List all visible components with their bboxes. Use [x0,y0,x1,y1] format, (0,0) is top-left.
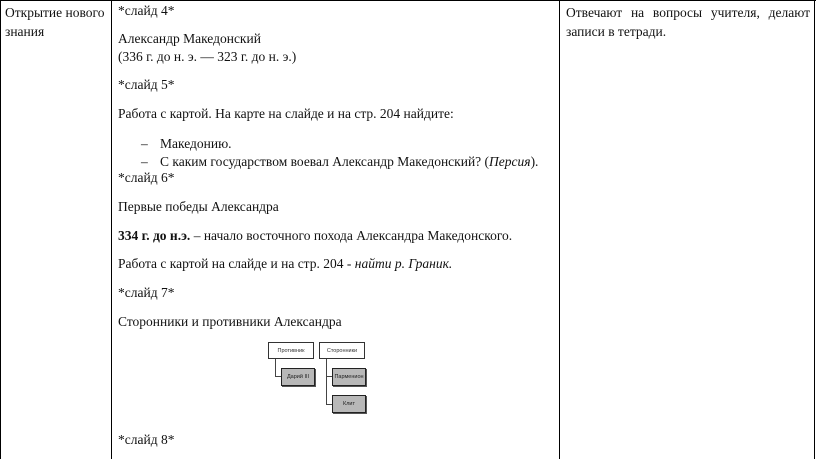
slide-4-label: *слайд 4* [118,3,175,18]
slide-5-label: *слайд 5* [118,77,175,92]
student-activity: Отвечают на вопросы учителя, делают записи в тетради. [566,5,810,39]
bullet-dash: – [141,154,148,169]
connector-supporters [326,358,327,404]
diagram-box-darius: Дарий III [281,368,315,386]
stage-label: Открытие нового знания [5,5,105,39]
diagram-box-kleit: Клит [332,395,366,413]
diagram-box-opponents: Противник [268,342,314,359]
bullet-dash: – [141,136,148,151]
diagram-box-parmenion: Парменион [332,368,366,386]
slide-6-label: *слайд 6* [118,170,175,185]
diagram-box-supporters: Сторонники [319,342,365,359]
first-victories-heading: Первые победы Александра [118,199,279,214]
campaign-start: 334 г. до н.э. – начало восточного похода Александра Македонского. [118,228,513,243]
person-name: Александр Македонский [118,31,261,46]
map-task: Работа с картой. На карте на слайде и на стр. 204 найдите: [118,106,454,121]
connector-opponents [275,358,276,376]
supporters-heading: Сторонники и противники Александра [118,314,342,329]
map-task-granik: Работа с картой на слайде и на стр. 204 - найти р. Граник. [118,256,453,271]
table-border-right [814,0,815,459]
life-dates: (336 г. до н. э. — 323 г. до н. э.) [118,49,297,64]
bullet-macedonia: Македонию. [160,136,232,151]
table-border-top [0,0,816,1]
column-divider-2 [559,0,560,459]
table-border-left [0,0,1,459]
slide-8-label: *слайд 8* [118,432,175,447]
column-divider-1 [111,0,112,459]
slide-7-label: *слайд 7* [118,285,175,300]
bullet-war-question: С каким государством воевал Александр Македонский? (Персия). [160,154,539,169]
